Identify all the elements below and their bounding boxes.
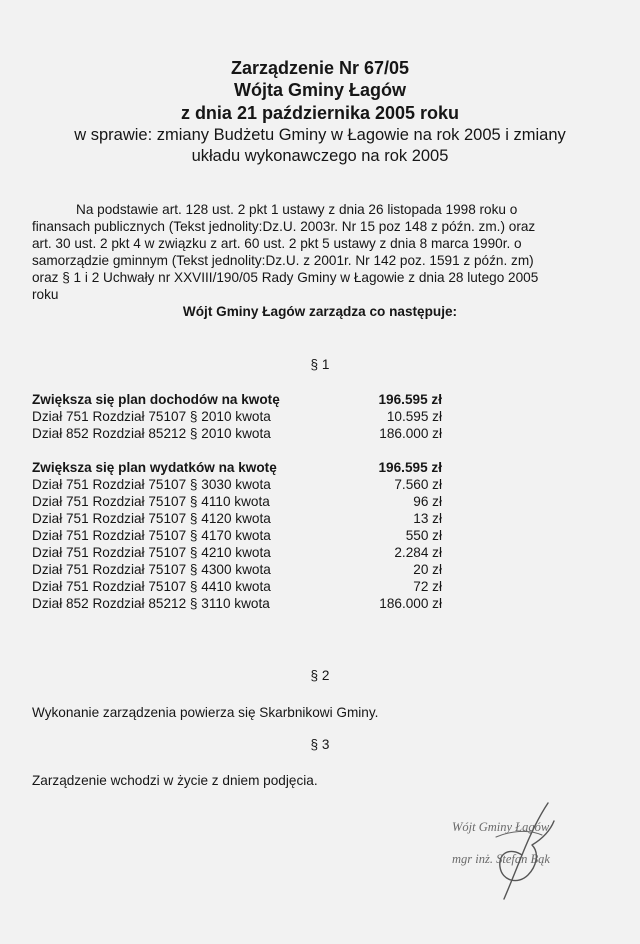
preamble-line-1: Na podstawie art. 128 ust. 2 pkt 1 ustawy z dnia 26 listopada 1998 roku o	[76, 202, 518, 217]
title-line-3: z dnia 21 października 2005 roku	[180, 103, 460, 123]
row-label: Dział 751 Rozdział 75107 § 4120 kwota	[32, 511, 271, 526]
row-value: 7.560 zł	[394, 477, 442, 492]
row-value: 186.000 zł	[379, 596, 442, 611]
row-label: Dział 751 Rozdział 75107 § 4110 kwota	[32, 494, 270, 509]
handwritten-signature	[470, 795, 570, 905]
table-row	[32, 562, 442, 579]
subject-line-2: układu wykonawczego na rok 2005	[191, 147, 449, 165]
table-row	[32, 426, 442, 443]
section-2-mark: § 2	[310, 668, 330, 683]
expense-label: Zwiększa się plan wydatków na kwotę	[32, 460, 277, 475]
preamble-line-5: oraz § 1 i 2 Uchwały nr XXVIII/190/05 Rady Gminy w Łagowie z dnia 28 lutego 2005	[32, 270, 539, 285]
table-row	[32, 409, 442, 426]
row-label: Dział 751 Rozdział 75107 § 4170 kwota	[32, 528, 271, 543]
preamble-line-4: samorządzie gminnym (Tekst jednolity:Dz.U. z 2001r. Nr 142 poz. 1591 z późn. zm)	[32, 253, 534, 268]
row-label: Dział 852 Rozdział 85212 § 3110 kwota	[32, 596, 270, 611]
income-total-row	[32, 392, 442, 409]
row-value: 13 zł	[413, 511, 442, 526]
table-row	[32, 528, 442, 545]
preamble-line-2: finansach publicznych (Tekst jednolity:Dz.U. 2003r. Nr 15 poz 148 z późn. zm.) oraz	[32, 219, 536, 234]
row-value: 2.284 zł	[394, 545, 442, 560]
row-label: Dział 751 Rozdział 75107 § 4410 kwota	[32, 579, 271, 594]
income-total: 196.595 zł	[378, 392, 442, 407]
table-row	[32, 596, 442, 613]
row-value: 10.595 zł	[386, 409, 442, 424]
row-value: 20 zł	[413, 562, 442, 577]
row-value: 96 zł	[413, 494, 442, 509]
signature-name: mgr inż. Stefan Bąk	[452, 852, 550, 866]
table-row	[32, 545, 442, 562]
row-label: Dział 751 Rozdział 75107 § 4300 kwota	[32, 562, 271, 577]
signature-title: Wójt Gminy Łagów	[452, 820, 550, 834]
preamble-line-6: roku	[32, 287, 59, 302]
row-value: 72 zł	[413, 579, 442, 594]
section-3-text: Zarządzenie wchodzi w życie z dniem podjęcia.	[32, 773, 318, 788]
section-1-mark: § 1	[310, 357, 330, 372]
table-row	[32, 494, 442, 511]
section-2-text: Wykonanie zarządzenia powierza się Skarbnikowi Gminy.	[32, 705, 379, 720]
table-row	[32, 579, 442, 596]
section-3-mark: § 3	[310, 737, 330, 752]
income-label: Zwiększa się plan dochodów na kwotę	[32, 392, 280, 407]
subject-line-1: w sprawie: zmiany Budżetu Gminy w Łagowie na rok 2005 i zmiany	[74, 126, 566, 144]
table-row	[32, 477, 442, 494]
expense-total-row	[32, 460, 442, 477]
expense-total: 196.595 zł	[378, 460, 442, 475]
row-label: Dział 751 Rozdział 75107 § 3030 kwota	[32, 477, 271, 492]
decree-heading: Wójt Gminy Łagów zarządza co następuje:	[182, 304, 458, 319]
row-label: Dział 852 Rozdział 85212 § 2010 kwota	[32, 426, 271, 441]
row-label: Dział 751 Rozdział 75107 § 4210 kwota	[32, 545, 271, 560]
row-label: Dział 751 Rozdział 75107 § 2010 kwota	[32, 409, 271, 424]
title-line-1: Zarządzenie Nr 67/05	[230, 58, 410, 78]
preamble-line-3: art. 30 ust. 2 pkt 4 w związku z art. 60 ust. 2 pkt 5 ustawy z dnia 8 marca 1990r. o	[32, 236, 522, 251]
table-row	[32, 511, 442, 528]
title-line-2: Wójta Gminy Łagów	[233, 80, 406, 100]
row-value: 186.000 zł	[379, 426, 442, 441]
row-value: 550 zł	[405, 528, 442, 543]
